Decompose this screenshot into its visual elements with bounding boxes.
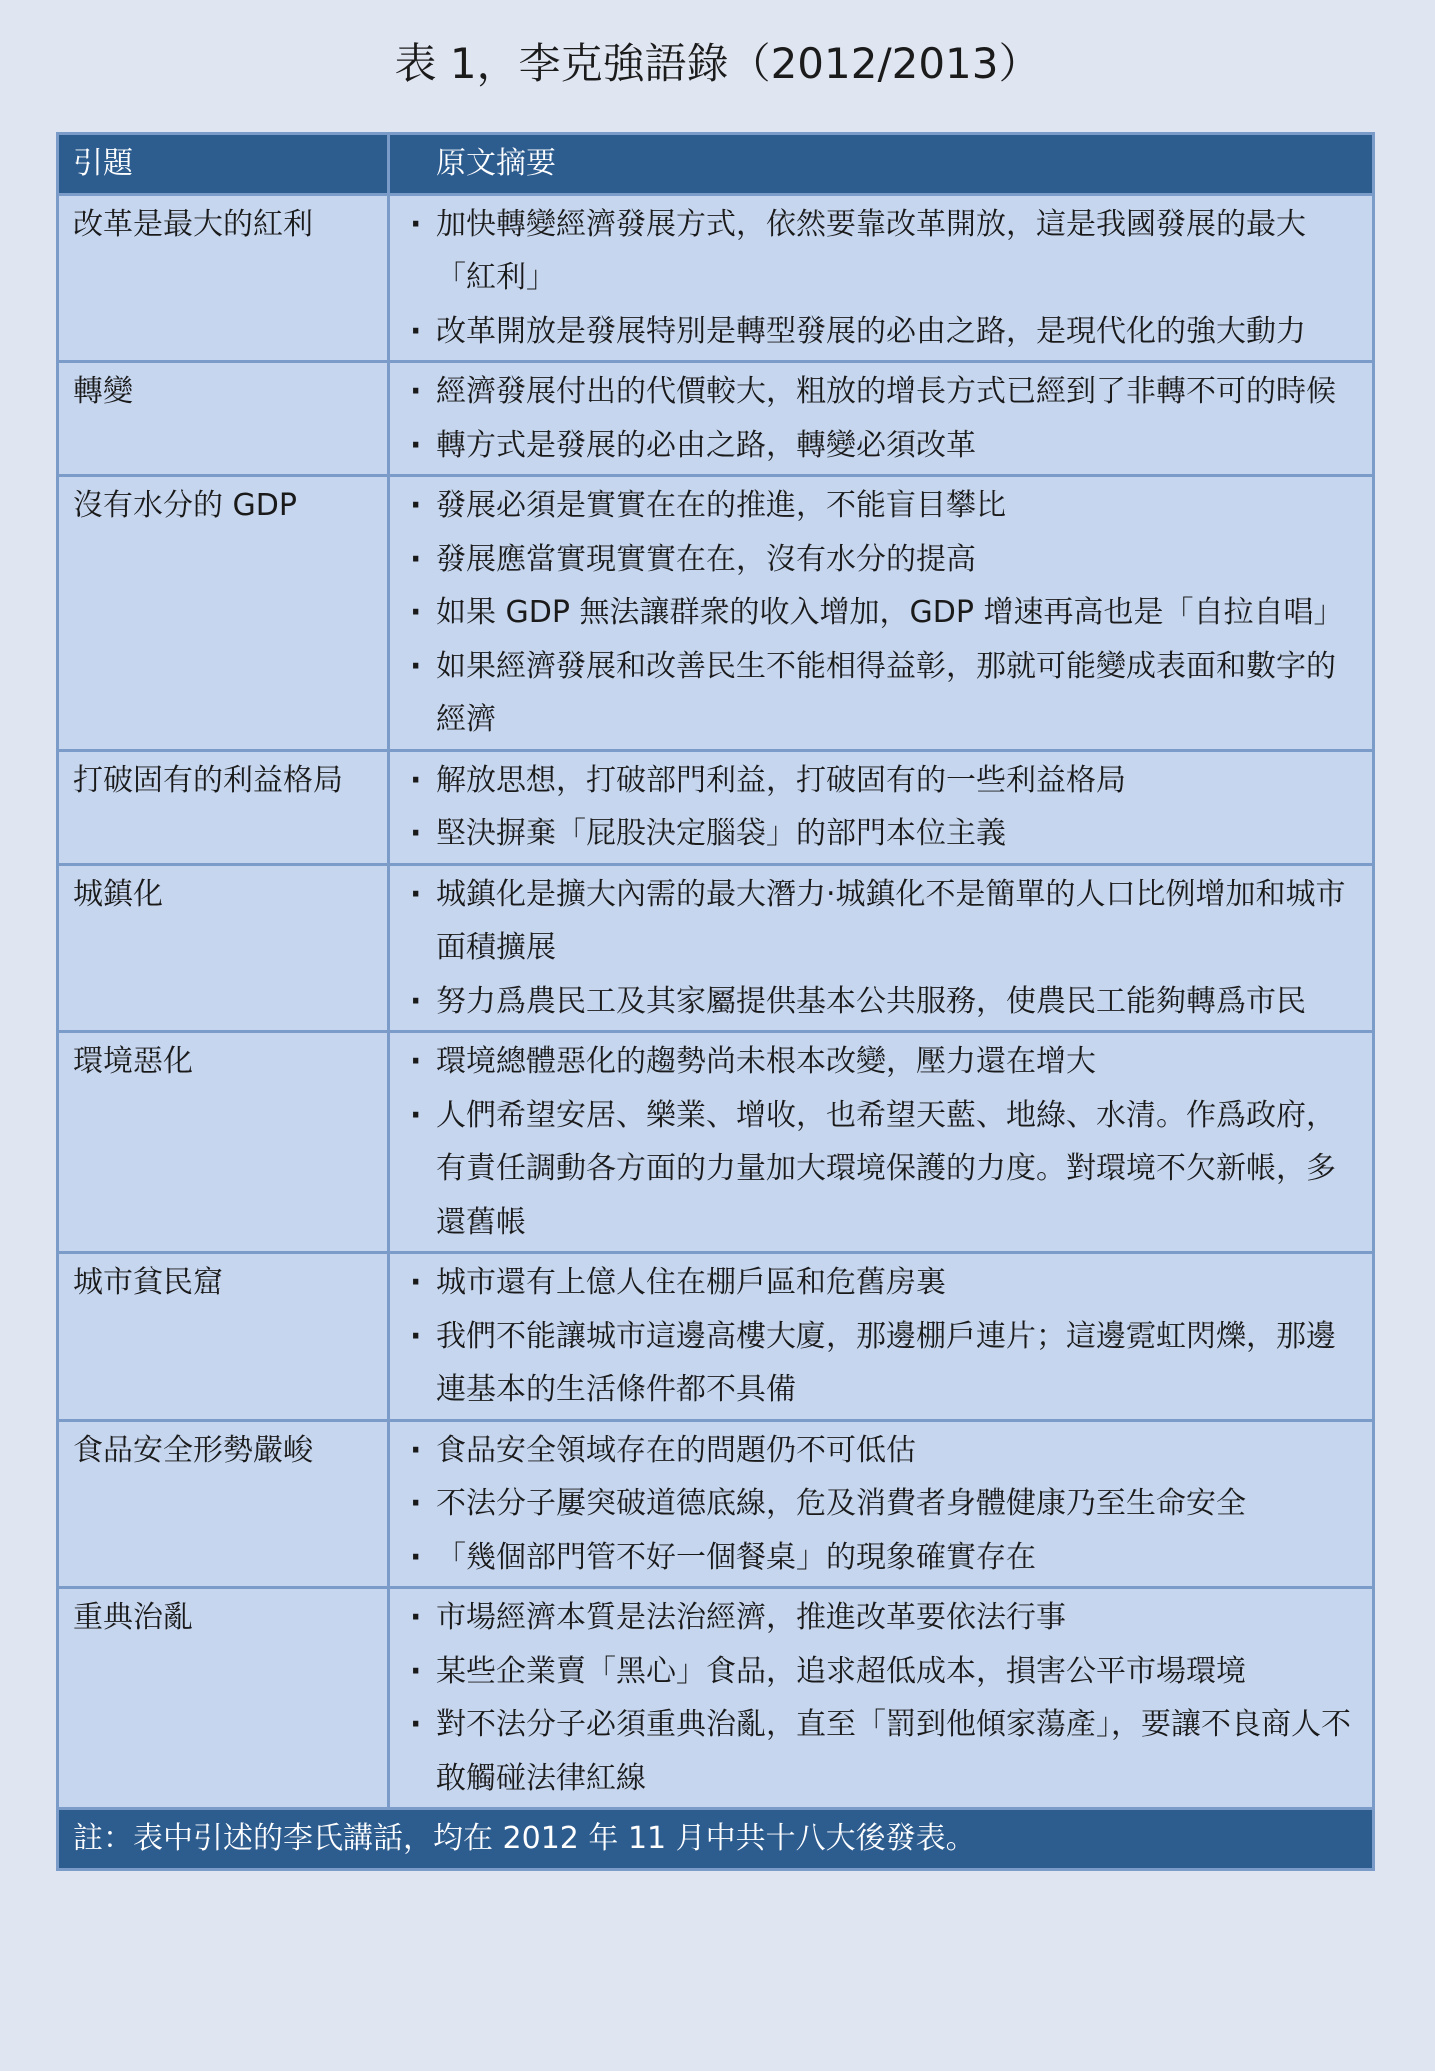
table-row (58, 1032, 1374, 1253)
row-summary (389, 476, 1374, 751)
table-row (58, 1420, 1374, 1588)
bullet-item: · 如果 GDP 無法讓群衆的收入增加，GDP 增速再高也是「自拉自唱」 (404, 586, 1360, 640)
table-note: 註：表中引述的李氏講話，均在 2012 年 11 月中共十八大後發表。 (58, 1809, 1374, 1870)
bullet-list (404, 1424, 1360, 1585)
bullet-item: · 堅決摒棄「屁股決定腦袋」的部門本位主義 (404, 807, 1360, 861)
bullet-list (404, 1591, 1360, 1805)
row-topic: 食品安全形勢嚴峻 (58, 1420, 389, 1588)
bullet-item: · 經濟發展付出的代價較大，粗放的增長方式已經到了非轉不可的時候 (404, 365, 1360, 419)
header-topic: 引題 (58, 134, 389, 195)
bullet-item: · 我們不能讓城市這邊高樓大廈，那邊棚戶連片；這邊霓虹閃爍，那邊連基本的生活條件都不具備 (404, 1310, 1360, 1417)
bullet-item: · 環境總體惡化的趨勢尚未根本改變，壓力還在增大 (404, 1035, 1360, 1089)
table-row (58, 362, 1374, 476)
bullet-item: · 加快轉變經濟發展方式，依然要靠改革開放，這是我國發展的最大「紅利」 (404, 198, 1360, 305)
bullet-item: · 市場經濟本質是法治經濟，推進改革要依法行事 (404, 1591, 1360, 1645)
bullet-item: · 解放思想，打破部門利益，打破固有的一些利益格局 (404, 754, 1360, 808)
row-topic: 城市貧民窟 (58, 1253, 389, 1421)
bullet-item: · 努力爲農民工及其家屬提供基本公共服務，使農民工能夠轉爲市民 (404, 975, 1360, 1029)
bullet-item: · 不法分子屢突破道德底線，危及消費者身體健康乃至生命安全 (404, 1477, 1360, 1531)
bullet-list (404, 365, 1360, 472)
row-topic: 城鎮化 (58, 864, 389, 1032)
table-row (58, 1588, 1374, 1809)
bullet-item: · 城市還有上億人住在棚戶區和危舊房裏 (404, 1256, 1360, 1310)
row-summary (389, 864, 1374, 1032)
row-topic: 重典治亂 (58, 1588, 389, 1809)
bullet-list (404, 1035, 1360, 1249)
bullet-item: · 發展必須是實實在在的推進，不能盲目攀比 (404, 479, 1360, 533)
bullet-item: · 發展應當實現實實在在，沒有水分的提高 (404, 533, 1360, 587)
quotes-table (56, 132, 1375, 1871)
row-topic: 打破固有的利益格局 (58, 750, 389, 864)
table-row (58, 1253, 1374, 1421)
bullet-list (404, 479, 1360, 747)
table-body (58, 194, 1374, 1809)
row-summary (389, 750, 1374, 864)
row-topic: 環境惡化 (58, 1032, 389, 1253)
bullet-item: · 「幾個部門管不好一個餐桌」的現象確實存在 (404, 1531, 1360, 1585)
row-topic: 沒有水分的 GDP (58, 476, 389, 751)
note-row (58, 1809, 1374, 1870)
row-topic: 改革是最大的紅利 (58, 194, 389, 362)
row-summary (389, 1588, 1374, 1809)
bullet-list (404, 868, 1360, 1029)
bullet-item: · 城鎮化是擴大內需的最大潛力‧城鎮化不是簡單的人口比例增加和城市面積擴展 (404, 868, 1360, 975)
bullet-item: · 某些企業賣「黑心」食品，追求超低成本，損害公平市場環境 (404, 1645, 1360, 1699)
row-topic: 轉變 (58, 362, 389, 476)
bullet-item: · 如果經濟發展和改善民生不能相得益彰，那就可能變成表面和數字的經濟 (404, 640, 1360, 747)
table-row (58, 194, 1374, 362)
header-summary: 原文摘要 (389, 134, 1374, 195)
header-row (58, 134, 1374, 195)
bullet-item: · 對不法分子必須重典治亂，直至「罰到他傾家蕩產」，要讓不良商人不敢觸碰法律紅線 (404, 1698, 1360, 1805)
row-summary (389, 1253, 1374, 1421)
row-summary (389, 1032, 1374, 1253)
bullet-item: · 轉方式是發展的必由之路，轉變必須改革 (404, 419, 1360, 473)
table-row (58, 864, 1374, 1032)
table-title: 表 1，李克強語錄（2012/2013） (394, 39, 1041, 88)
row-summary (389, 1420, 1374, 1588)
bullet-list (404, 754, 1360, 861)
bullet-item: · 改革開放是發展特別是轉型發展的必由之路，是現代化的強大動力 (404, 305, 1360, 359)
bullet-list (404, 1256, 1360, 1417)
row-summary (389, 362, 1374, 476)
bullet-item: · 食品安全領域存在的問題仍不可低估 (404, 1424, 1360, 1478)
table-row (58, 750, 1374, 864)
table-row (58, 476, 1374, 751)
bullet-list (404, 198, 1360, 359)
bullet-item: · 人們希望安居、樂業、增收，也希望天藍、地綠、水清。作爲政府，有責任調動各方面的力量加大環境保護的力度。對環境不欠新帳，多還舊帳 (404, 1089, 1360, 1250)
row-summary (389, 194, 1374, 362)
